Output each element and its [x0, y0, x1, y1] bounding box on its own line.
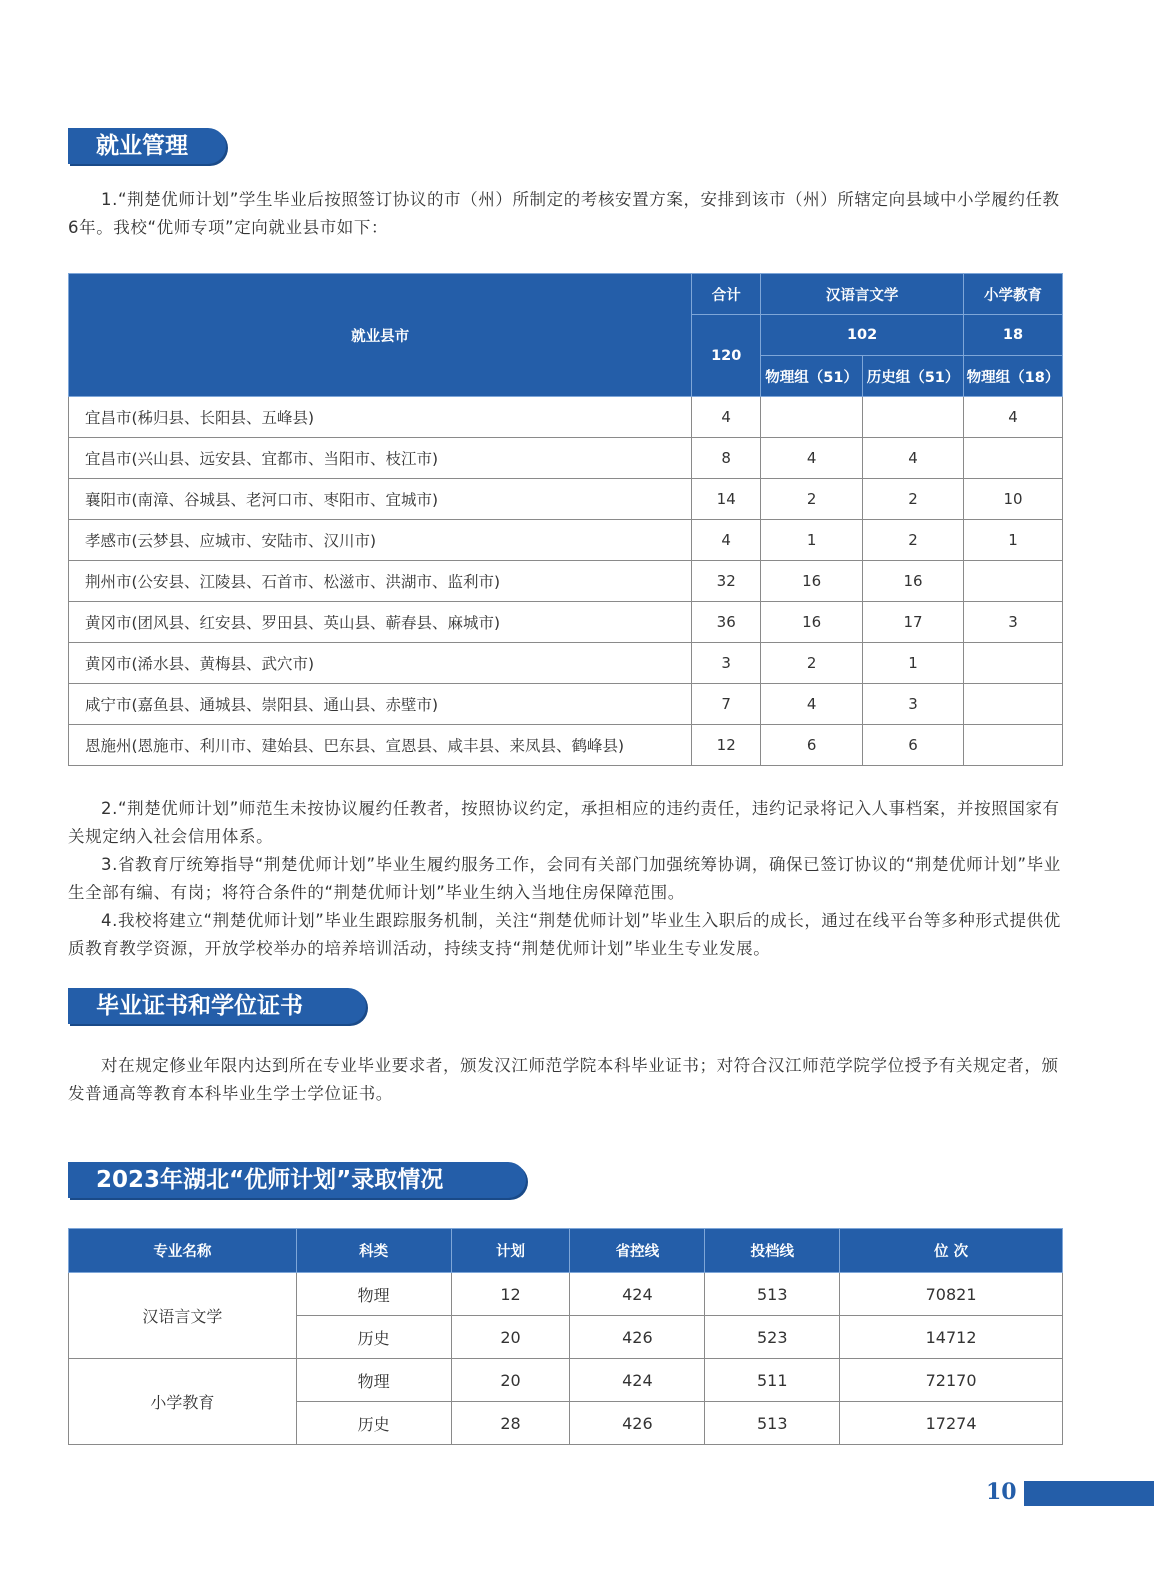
employment-rules [68, 795, 1064, 963]
subject-cell: 物理 [296, 1273, 451, 1316]
plan-cell: 20 [451, 1316, 570, 1359]
county-cell: 宜昌市(兴山县、远安县、宜都市、当阳市、枝江市) [69, 438, 692, 479]
chinese-physics-cell: 16 [761, 561, 863, 602]
header-primary-value: 18 [964, 315, 1063, 356]
county-cell: 襄阳市(南漳、谷城县、老河口市、枣阳市、宜城市) [69, 479, 692, 520]
primary-physics-cell: 1 [964, 520, 1063, 561]
employment-intro [68, 186, 1064, 242]
header-county: 就业县市 [69, 274, 692, 397]
total-cell: 14 [692, 479, 761, 520]
chinese-physics-cell: 2 [761, 479, 863, 520]
chinese-history-cell [863, 397, 964, 438]
plan-cell: 12 [451, 1273, 570, 1316]
table-row [69, 520, 1063, 561]
control-cell: 424 [570, 1359, 705, 1402]
primary-physics-cell [964, 725, 1063, 766]
chinese-physics-cell: 4 [761, 684, 863, 725]
table-row [69, 1359, 1063, 1402]
header-chinese-physics: 物理组（51） [761, 356, 863, 397]
employment-county-table [68, 273, 1063, 766]
cutoff-cell: 513 [705, 1273, 840, 1316]
total-cell: 8 [692, 438, 761, 479]
table-row [69, 397, 1063, 438]
total-cell: 36 [692, 602, 761, 643]
certificate-para: 对在规定修业年限内达到所在专业毕业要求者，颁发汉江师范学院本科毕业证书；对符合汉江师范学院学位授予有关规定者，颁发普通高等教育本科毕业生学士学位证书。 [68, 1056, 1059, 1103]
cutoff-cell: 513 [705, 1402, 840, 1445]
county-cell: 黄冈市(浠水县、黄梅县、武穴市) [69, 643, 692, 684]
table-row [69, 602, 1063, 643]
rank-cell: 17274 [840, 1402, 1063, 1445]
rank-cell: 72170 [840, 1359, 1063, 1402]
control-cell: 424 [570, 1273, 705, 1316]
header-chinese-history: 历史组（51） [863, 356, 964, 397]
control-cell: 426 [570, 1402, 705, 1445]
employment-para-1: 1.“荆楚优师计划”学生毕业后按照签订协议的市（州）所制定的考核安置方案，安排到该市（州）所辖定向县域中小学履约任教6年。我校“优师专项”定向就业县市如下： [68, 190, 1060, 237]
chinese-physics-cell: 1 [761, 520, 863, 561]
primary-physics-cell: 10 [964, 479, 1063, 520]
total-cell: 3 [692, 643, 761, 684]
page-number: 10 [986, 1479, 1017, 1505]
primary-physics-cell [964, 438, 1063, 479]
subject-cell: 历史 [296, 1316, 451, 1359]
header-total: 合计 [692, 274, 761, 315]
total-cell: 4 [692, 397, 761, 438]
chinese-physics-cell [761, 397, 863, 438]
page-number-bar [1024, 1481, 1154, 1506]
primary-physics-cell [964, 684, 1063, 725]
admission-header-4: 投档线 [705, 1229, 840, 1273]
table-header-row [69, 274, 1063, 315]
county-cell: 孝感市(云梦县、应城市、安陆市、汉川市) [69, 520, 692, 561]
county-cell: 荆州市(公安县、江陵县、石首市、松滋市、洪湖市、监利市) [69, 561, 692, 602]
admission-header-3: 省控线 [570, 1229, 705, 1273]
county-cell: 咸宁市(嘉鱼县、通城县、崇阳县、通山县、赤壁市) [69, 684, 692, 725]
table-row [69, 1273, 1063, 1316]
admission-header-1: 科类 [296, 1229, 451, 1273]
admission-header-2: 计划 [451, 1229, 570, 1273]
chinese-physics-cell: 2 [761, 643, 863, 684]
chinese-history-cell: 16 [863, 561, 964, 602]
section-title-certificate: 毕业证书和学位证书 [68, 988, 366, 1024]
total-cell: 32 [692, 561, 761, 602]
chinese-history-cell: 6 [863, 725, 964, 766]
table-row [69, 479, 1063, 520]
section-title-admission: 2023年湖北“优师计划”录取情况 [68, 1162, 526, 1198]
chinese-history-cell: 3 [863, 684, 964, 725]
county-cell: 黄冈市(团风县、红安县、罗田县、英山县、蕲春县、麻城市) [69, 602, 692, 643]
employment-para-4: 4.我校将建立“荆楚优师计划”毕业生跟踪服务机制，关注“荆楚优师计划”毕业生入职后的成长，通过在线平台等多种形式提供优质教育教学资源，开放学校举办的培养培训活动，持续支持“荆楚优师计划”毕业生专业发展。 [68, 911, 1061, 958]
admission-header-0: 专业名称 [69, 1229, 297, 1273]
major-name-cell: 小学教育 [69, 1359, 297, 1445]
subject-cell: 物理 [296, 1359, 451, 1402]
county-cell: 恩施州(恩施市、利川市、建始县、巴东县、宣恩县、咸丰县、来凤县、鹤峰县) [69, 725, 692, 766]
chinese-history-cell: 17 [863, 602, 964, 643]
chinese-history-cell: 2 [863, 520, 964, 561]
section-title-employment: 就业管理 [68, 128, 226, 164]
primary-physics-cell [964, 643, 1063, 684]
table-row [69, 561, 1063, 602]
chinese-physics-cell: 4 [761, 438, 863, 479]
chinese-history-cell: 1 [863, 643, 964, 684]
table-row [69, 438, 1063, 479]
plan-cell: 28 [451, 1402, 570, 1445]
table-row [69, 725, 1063, 766]
chinese-physics-cell: 6 [761, 725, 863, 766]
primary-physics-cell [964, 561, 1063, 602]
rank-cell: 14712 [840, 1316, 1063, 1359]
header-chinese: 汉语言文学 [761, 274, 964, 315]
table-row [69, 684, 1063, 725]
table-header-row [69, 1229, 1063, 1273]
header-primary-physics: 物理组（18） [964, 356, 1063, 397]
major-name-cell: 汉语言文学 [69, 1273, 297, 1359]
chinese-history-cell: 2 [863, 479, 964, 520]
employment-para-2: 2.“荆楚优师计划”师范生未按协议履约任教者，按照协议约定，承担相应的违约责任，违约记录将记入人事档案，并按照国家有关规定纳入社会信用体系。 [68, 799, 1060, 846]
total-cell: 12 [692, 725, 761, 766]
control-cell: 426 [570, 1316, 705, 1359]
table-row [69, 643, 1063, 684]
chinese-physics-cell: 16 [761, 602, 863, 643]
header-total-value: 120 [692, 315, 761, 397]
total-cell: 4 [692, 520, 761, 561]
admission-table [68, 1228, 1063, 1445]
county-cell: 宜昌市(秭归县、长阳县、五峰县) [69, 397, 692, 438]
cutoff-cell: 523 [705, 1316, 840, 1359]
admission-header-5: 位 次 [840, 1229, 1063, 1273]
primary-physics-cell: 3 [964, 602, 1063, 643]
cutoff-cell: 511 [705, 1359, 840, 1402]
certificate-text [68, 1052, 1064, 1108]
total-cell: 7 [692, 684, 761, 725]
subject-cell: 历史 [296, 1402, 451, 1445]
primary-physics-cell: 4 [964, 397, 1063, 438]
plan-cell: 20 [451, 1359, 570, 1402]
header-chinese-value: 102 [761, 315, 964, 356]
rank-cell: 70821 [840, 1273, 1063, 1316]
employment-para-3: 3.省教育厅统筹指导“荆楚优师计划”毕业生履约服务工作，会同有关部门加强统筹协调，确保已签订协议的“荆楚优师计划”毕业生全部有编、有岗；将符合条件的“荆楚优师计划”毕业生纳入当地住房保障范围。 [68, 855, 1061, 902]
chinese-history-cell: 4 [863, 438, 964, 479]
header-primary: 小学教育 [964, 274, 1063, 315]
